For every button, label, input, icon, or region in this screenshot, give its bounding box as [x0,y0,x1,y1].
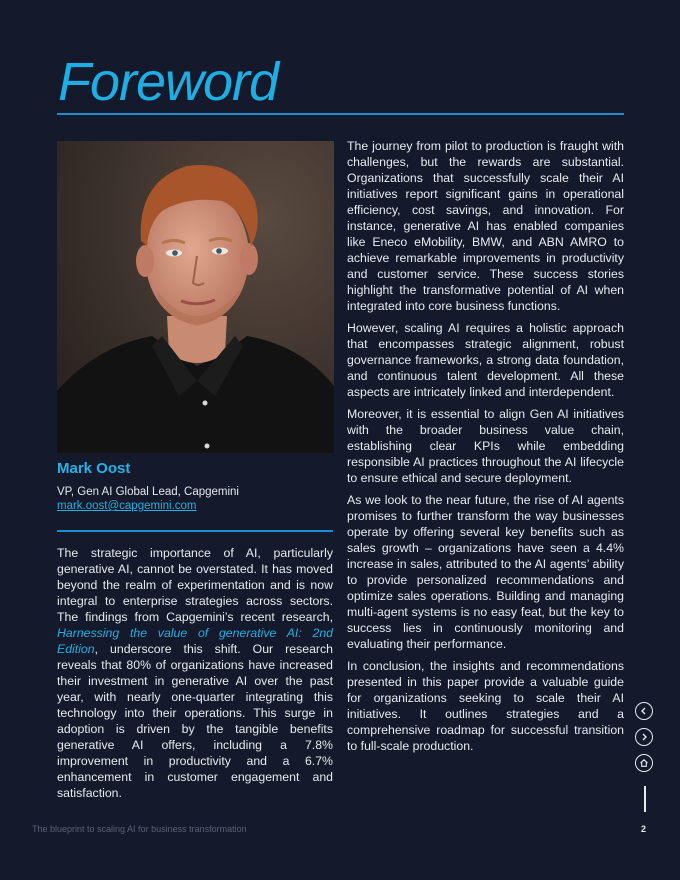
portrait-illustration [57,141,334,453]
page-title: Foreword [58,52,279,112]
right-column [347,138,624,760]
author-role: VP, Gen AI Global Lead, Capgemini [57,486,239,498]
chevron-right-icon [639,732,649,742]
author-photo [57,141,334,453]
title-divider [57,113,624,115]
body-paragraph: The journey from pilot to production is fraught with challenges, but the rewards are substantial. Organizations that successfully scale their AI initiatives report significant gains in operational efficiency, cost savings, and innovation. For instance, generative AI has enabled companies like Eneco eMobility, BMW, and ABN AMRO to achieve remarkable improvements in productivity and customer service. These success stories highlight the transformative potential of AI when integrated into core business functions. [347,139,624,313]
left-column [57,545,333,807]
nav-divider [644,786,646,812]
intro-paragraph [57,545,333,801]
next-page-button[interactable] [635,728,653,746]
chevron-left-icon [639,706,649,716]
report-title-link[interactable]: Harnessing the value of generative AI: 2nd Edition [57,626,333,656]
body-paragraph: In conclusion, the insights and recommendations presented in this paper provide a valuable guide for organizations seeking to scale their AI initiatives. It outlines strategies and a comprehensive roadmap for successful transition to full-scale production. [347,659,624,753]
intro-text-end: , underscore this shift. Our research reveals that 80% of organizations have increased their investment in generative AI over the past year, with nearly one-quarter integrating this technology into their operations. This surge in adoption is driven by the tangible benefits generative AI offers, including a 7.8% improvement in productivity and a 6.7% enhancement in customer engagement and satisfaction. [57,642,333,800]
page-number: 2 [641,824,647,834]
home-icon [639,758,649,768]
author-name: Mark Oost [57,460,131,477]
body-paragraph: As we look to the near future, the rise of AI agents promises to further transform the way businesses operate by offering several key benefits such as sales growth – organizations have seen a 4.4% increase in sales, attributed to the AI agents’ ability to provide personalized recommendations and optimize sales operations. Building and managing multi-agent systems is no easy feat, but the key to success lies in continuously monitoring and evaluating their performance. [347,493,624,651]
body-paragraph: Moreover, it is essential to align Gen AI initiatives with the broader business value chain, establishing clear KPIs while embedding responsible AI practices throughout the AI lifecycle to ensure ethical and secure deployment. [347,407,624,485]
footer-title: The blueprint to scaling AI for business transformation [32,824,247,834]
previous-page-button[interactable] [635,702,653,720]
home-button[interactable] [635,754,653,772]
body-paragraph: However, scaling AI requires a holistic approach that encompasses strategic alignment, robust governance frameworks, a strong data foundation, and continuous talent development. All these aspects are intricately linked and interdependent. [347,321,624,399]
author-divider [57,530,333,532]
intro-text-start: The strategic importance of AI, particularly generative AI, cannot be overstated. It has moved beyond the realm of experimentation and is now integral to enterprise strategies across sectors. The findings from Capgemini’s recent research, [57,546,333,624]
author-email-link[interactable]: mark.oost@capgemini.com [57,500,197,512]
